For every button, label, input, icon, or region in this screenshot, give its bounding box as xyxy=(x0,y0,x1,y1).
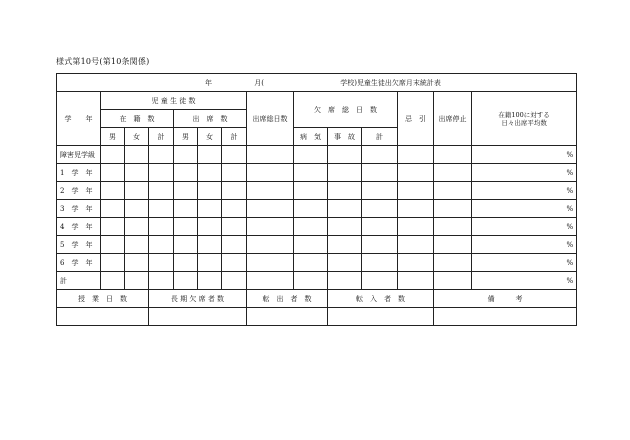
accident-header: 事 故 xyxy=(328,128,362,146)
title-year: 年 xyxy=(205,78,212,87)
table-cell[interactable] xyxy=(247,272,294,290)
row-percent[interactable]: % xyxy=(472,254,577,272)
table-row xyxy=(57,218,577,236)
enrolled-female-header: 女 xyxy=(125,128,149,146)
form-number: 様式第10号(第10条関係) xyxy=(56,57,150,66)
table-cell[interactable] xyxy=(125,254,149,272)
table-cell[interactable] xyxy=(247,236,294,254)
table-cell[interactable] xyxy=(149,272,174,290)
table-cell[interactable] xyxy=(398,218,434,236)
table-cell[interactable] xyxy=(198,200,222,218)
enrolled-header: 在 籍 数 xyxy=(101,110,174,128)
table-cell[interactable] xyxy=(294,164,328,182)
table-cell[interactable] xyxy=(174,164,198,182)
transfer-out-header: 転 出 者 数 xyxy=(247,290,328,308)
title-school: 学校)児童生徒出欠席月末統計表 xyxy=(340,78,441,87)
table-cell[interactable] xyxy=(247,164,294,182)
row-percent[interactable]: % xyxy=(472,164,577,182)
grade-header: 学 年 xyxy=(57,92,101,146)
table-cell[interactable] xyxy=(328,236,362,254)
table-cell[interactable] xyxy=(328,254,362,272)
class-days-field[interactable] xyxy=(57,308,149,326)
table-cell[interactable] xyxy=(434,200,472,218)
table-cell[interactable] xyxy=(174,236,198,254)
table-cell[interactable] xyxy=(362,218,398,236)
table-cell[interactable] xyxy=(362,200,398,218)
table-cell[interactable] xyxy=(222,164,247,182)
table-cell[interactable] xyxy=(174,200,198,218)
table-cell[interactable] xyxy=(174,272,198,290)
table-row xyxy=(57,146,577,164)
row-percent[interactable]: % xyxy=(472,272,577,290)
table-cell[interactable] xyxy=(222,254,247,272)
table-cell[interactable] xyxy=(101,254,125,272)
table-cell[interactable] xyxy=(328,182,362,200)
student-count-header: 児 童 生 徒 数 xyxy=(101,92,247,110)
table-cell[interactable] xyxy=(149,164,174,182)
table-row xyxy=(57,254,577,272)
table-cell[interactable] xyxy=(328,146,362,164)
row-label: 障害児学級 xyxy=(57,146,101,164)
table-cell[interactable] xyxy=(434,146,472,164)
table-cell[interactable] xyxy=(149,254,174,272)
table-cell[interactable] xyxy=(198,218,222,236)
total-attendance-days-header: 出席総日数 xyxy=(247,92,294,146)
table-row xyxy=(57,236,577,254)
long-absence-field[interactable] xyxy=(149,308,247,326)
row-label: 1 学 年 xyxy=(57,164,101,182)
table-cell[interactable] xyxy=(398,164,434,182)
table-cell[interactable] xyxy=(125,182,149,200)
table-cell[interactable] xyxy=(125,272,149,290)
table-cell[interactable] xyxy=(222,236,247,254)
absence-total-header: 欠 席 総 日 数 xyxy=(294,92,398,128)
table-cell[interactable] xyxy=(434,164,472,182)
row-percent[interactable]: % xyxy=(472,218,577,236)
row-percent[interactable]: % xyxy=(472,200,577,218)
present-male-header: 男 xyxy=(174,128,198,146)
table-cell[interactable] xyxy=(328,272,362,290)
suspension-header: 出席停止 xyxy=(434,92,472,146)
illness-header: 病 気 xyxy=(294,128,328,146)
row-label: 5 学 年 xyxy=(57,236,101,254)
table-cell[interactable] xyxy=(125,146,149,164)
table-cell[interactable] xyxy=(174,254,198,272)
table-cell[interactable] xyxy=(101,146,125,164)
table-cell[interactable] xyxy=(434,218,472,236)
table-cell[interactable] xyxy=(198,182,222,200)
table-cell[interactable] xyxy=(247,182,294,200)
enrolled-male-header: 男 xyxy=(101,128,125,146)
table-cell[interactable] xyxy=(174,218,198,236)
table-cell[interactable] xyxy=(362,164,398,182)
table-cell[interactable] xyxy=(294,200,328,218)
table-cell[interactable] xyxy=(101,200,125,218)
table-cell[interactable] xyxy=(362,254,398,272)
row-label: 6 学 年 xyxy=(57,254,101,272)
table-title xyxy=(57,74,577,92)
transfer-in-header: 転 入 者 数 xyxy=(328,290,434,308)
table-cell[interactable] xyxy=(222,200,247,218)
table-cell[interactable] xyxy=(294,218,328,236)
table-cell[interactable] xyxy=(125,218,149,236)
table-cell[interactable] xyxy=(149,236,174,254)
table-cell[interactable] xyxy=(294,182,328,200)
row-percent[interactable]: % xyxy=(472,146,577,164)
table-cell[interactable] xyxy=(398,200,434,218)
row-percent[interactable]: % xyxy=(472,182,577,200)
table-cell[interactable] xyxy=(328,218,362,236)
present-header: 出 席 数 xyxy=(174,110,247,128)
table-cell[interactable] xyxy=(149,182,174,200)
table-cell[interactable] xyxy=(222,272,247,290)
table-cell[interactable] xyxy=(362,182,398,200)
table-cell[interactable] xyxy=(362,272,398,290)
table-cell[interactable] xyxy=(198,272,222,290)
table-cell[interactable] xyxy=(434,236,472,254)
long-absence-header: 長 期 欠 席 者 数 xyxy=(149,290,247,308)
enrolled-total-header: 計 xyxy=(149,128,174,146)
table-cell[interactable] xyxy=(149,200,174,218)
table-cell[interactable] xyxy=(149,146,174,164)
table-row xyxy=(57,272,577,290)
row-label: 4 学 年 xyxy=(57,218,101,236)
table-cell[interactable] xyxy=(125,236,149,254)
table-cell[interactable] xyxy=(247,146,294,164)
table-cell[interactable] xyxy=(294,254,328,272)
table-cell[interactable] xyxy=(198,236,222,254)
remarks-field[interactable] xyxy=(434,308,577,326)
table-cell[interactable] xyxy=(125,164,149,182)
remarks-header: 備 考 xyxy=(434,290,577,308)
present-total-header: 計 xyxy=(222,128,247,146)
data-rows xyxy=(57,146,577,290)
row-label: 3 学 年 xyxy=(57,200,101,218)
table-cell[interactable] xyxy=(101,164,125,182)
present-female-header: 女 xyxy=(198,128,222,146)
table-cell[interactable] xyxy=(101,182,125,200)
table-row xyxy=(57,182,577,200)
row-label: 計 xyxy=(57,272,101,290)
table-cell[interactable] xyxy=(125,200,149,218)
row-percent[interactable]: % xyxy=(472,236,577,254)
table-cell[interactable] xyxy=(398,182,434,200)
table-cell[interactable] xyxy=(198,146,222,164)
table-cell[interactable] xyxy=(198,164,222,182)
table-cell[interactable] xyxy=(294,272,328,290)
transfer-in-field[interactable] xyxy=(328,308,434,326)
class-days-header: 授 業 日 数 xyxy=(57,290,149,308)
attendance-statistics-table xyxy=(56,73,577,326)
table-cell[interactable] xyxy=(222,146,247,164)
table-cell[interactable] xyxy=(222,182,247,200)
table-cell[interactable] xyxy=(328,164,362,182)
table-cell[interactable] xyxy=(434,272,472,290)
table-cell[interactable] xyxy=(198,254,222,272)
table-cell[interactable] xyxy=(398,254,434,272)
table-cell[interactable] xyxy=(294,146,328,164)
table-cell[interactable] xyxy=(398,272,434,290)
average-rate-header xyxy=(472,92,577,146)
table-cell[interactable] xyxy=(222,218,247,236)
table-cell[interactable] xyxy=(398,236,434,254)
table-cell[interactable] xyxy=(149,218,174,236)
mourning-leave-header: 忌 引 xyxy=(398,92,434,146)
table-row xyxy=(57,200,577,218)
row-label: 2 学 年 xyxy=(57,182,101,200)
table-cell[interactable] xyxy=(101,236,125,254)
table-cell[interactable] xyxy=(247,254,294,272)
table-cell[interactable] xyxy=(247,218,294,236)
title-month: 月( xyxy=(254,78,264,87)
table-cell[interactable] xyxy=(328,200,362,218)
average-rate-label: 在籍100に対する日々出席平均数 xyxy=(498,110,550,127)
table-cell[interactable] xyxy=(247,200,294,218)
table-cell[interactable] xyxy=(101,218,125,236)
table-cell[interactable] xyxy=(362,146,398,164)
absence-sum-header: 計 xyxy=(362,128,398,146)
transfer-out-field[interactable] xyxy=(247,308,328,326)
table-cell[interactable] xyxy=(174,146,198,164)
table-cell[interactable] xyxy=(434,254,472,272)
table-cell[interactable] xyxy=(434,182,472,200)
table-cell[interactable] xyxy=(174,182,198,200)
table-cell[interactable] xyxy=(362,236,398,254)
table-cell[interactable] xyxy=(398,146,434,164)
table-row xyxy=(57,164,577,182)
table-cell[interactable] xyxy=(294,236,328,254)
table-cell[interactable] xyxy=(101,272,125,290)
